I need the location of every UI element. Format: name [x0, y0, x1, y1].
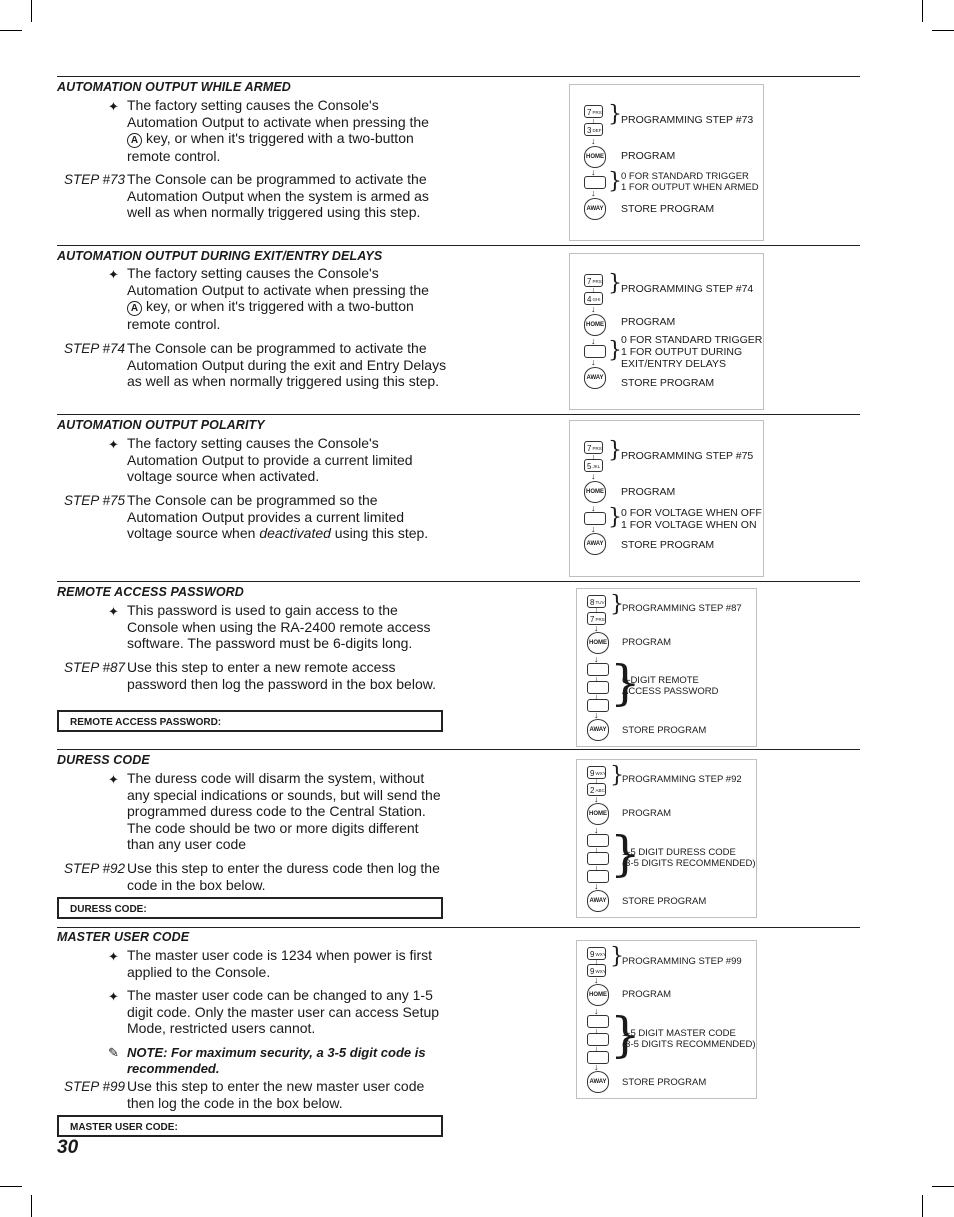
arrow-down-icon: ↓ [591, 471, 596, 481]
keypad-key: $7^{PRS}$ [584, 441, 603, 454]
bullet-text: The factory setting causes the Console's Automation Output to activate when pressing the A key, or when it's triggered with a two-button remote control. [127, 265, 429, 333]
arrow-down-icon: ↓ [594, 605, 599, 615]
panel-option-text: 0 FOR VOLTAGE WHEN OFF 1 FOR VOLTAGE WHEN ON [621, 507, 762, 531]
arrow-down-icon: ↓ [594, 975, 599, 985]
arrow-down-icon: ↓ [594, 957, 599, 967]
panel-program-text: PROGRAM [621, 316, 676, 328]
brace-icon: } [608, 505, 622, 530]
section-divider [57, 76, 860, 77]
panel-step-text: PROGRAMMING STEP #87 [622, 603, 742, 614]
arrow-down-icon: ↓ [594, 1044, 599, 1054]
home-key: HOME [587, 984, 609, 1006]
arrow-down-icon: ↓ [594, 825, 599, 835]
bullet-icon: ✦ [108, 989, 119, 1004]
bullet-icon: ✦ [108, 437, 119, 452]
arrow-down-icon: ↓ [594, 881, 599, 891]
arrow-down-icon: ↓ [591, 285, 596, 295]
home-key: HOME [584, 481, 606, 503]
panel-store-text: STORE PROGRAM [622, 896, 707, 907]
master-user-code-box[interactable]: MASTER USER CODE: [57, 1115, 443, 1137]
section-divider [57, 245, 860, 246]
home-key: HOME [587, 632, 609, 654]
panel-program-text: PROGRAM [622, 989, 672, 1000]
panel-digit-text: 1-5 DIGIT DURESS CODE (3-5 DIGITS RECOMMENDED) [622, 847, 756, 869]
crop-mark [932, 1186, 954, 1187]
section-divider [57, 927, 860, 928]
keypad-key: $7^{PRS}$ [584, 274, 603, 287]
arrow-down-icon: ↓ [594, 863, 599, 873]
brace-icon: } [610, 944, 624, 969]
programming-panel [576, 759, 757, 918]
keypad-key: $2^{ABC}$ [587, 783, 606, 796]
section-title: REMOTE ACCESS PASSWORD [57, 585, 244, 599]
panel-option-text: 0 FOR STANDARD TRIGGER 1 FOR OUTPUT WHEN ARMED [621, 171, 759, 193]
section-title: AUTOMATION OUTPUT DURING EXIT/ENTRY DELAYS [57, 249, 383, 263]
step-text: Use this step to enter the new master user code then log the code in the box below. [127, 1078, 425, 1111]
section-title: DURESS CODE [57, 753, 150, 767]
bullet-text: The factory setting causes the Console's Automation Output to provide a current limited voltage source when activated. [127, 435, 413, 485]
panel-store-text: STORE PROGRAM [621, 539, 715, 551]
bullet-text: The factory setting causes the Console's Automation Output to activate when pressing the A key, or when it's triggered with a two-button remote control. [127, 97, 429, 165]
keypad-key: $9^{WXY}$ [587, 964, 606, 977]
programming-panel [576, 588, 757, 747]
home-key: HOME [587, 803, 609, 825]
arrow-down-icon: ↓ [591, 452, 596, 462]
arrow-down-icon: ↓ [591, 524, 596, 534]
arrow-down-icon: ↓ [591, 167, 596, 177]
arrow-down-icon: ↓ [594, 674, 599, 684]
panel-step-text: PROGRAMMING STEP #74 [621, 283, 754, 295]
step-label: STEP #75 [64, 493, 126, 508]
panel-step-text: PROGRAMMING STEP #92 [622, 774, 742, 785]
away-key: AWAY [584, 198, 606, 220]
step-label: STEP #87 [64, 660, 126, 675]
brace-icon: } [608, 271, 622, 296]
step-text: Use this step to enter the duress code then log the code in the box below. [127, 860, 440, 893]
keypad-key: $7^{PRS}$ [587, 612, 606, 625]
away-key: AWAY [587, 1071, 609, 1093]
brace-icon: } [608, 438, 622, 463]
panel-option-text: 0 FOR STANDARD TRIGGER 1 FOR OUTPUT DURING EXIT/ENTRY DELAYS [621, 334, 763, 370]
arrow-down-icon: ↓ [594, 794, 599, 804]
keypad-key: $9^{WXY}$ [587, 766, 606, 779]
key-a-icon: A [127, 133, 142, 148]
crop-mark [0, 30, 22, 31]
home-key: HOME [584, 146, 606, 168]
arrow-down-icon: ↓ [591, 304, 596, 314]
brace-icon: } [610, 592, 624, 617]
brace-icon: } [610, 1007, 641, 1063]
arrow-down-icon: ↓ [594, 845, 599, 855]
programming-panel [576, 940, 757, 1099]
programming-panel [569, 84, 764, 241]
brace-icon: } [610, 826, 641, 882]
arrow-down-icon: ↓ [594, 1026, 599, 1036]
arrow-down-icon: ↓ [594, 623, 599, 633]
panel-store-text: STORE PROGRAM [622, 725, 707, 736]
crop-mark [922, 1195, 923, 1217]
bullet-icon: ✦ [108, 267, 119, 282]
panel-step-text: PROGRAMMING STEP #73 [621, 114, 754, 126]
arrow-down-icon: ↓ [591, 357, 596, 367]
step-text: Use this step to enter a new remote access password then log the password in the box below. [127, 659, 436, 692]
brace-icon: } [610, 655, 641, 711]
step-label: STEP #73 [64, 172, 126, 187]
keypad-key: $3^{DEF}$ [584, 123, 603, 136]
bullet-text: The master user code is 1234 when power is first applied to the Console. [127, 947, 433, 980]
arrow-down-icon: ↓ [591, 136, 596, 146]
duress-code-box[interactable]: DURESS CODE: [57, 897, 443, 919]
keypad-key: $9^{WXY}$ [587, 947, 606, 960]
panel-store-text: STORE PROGRAM [622, 1077, 707, 1088]
panel-step-text: PROGRAMMING STEP #99 [622, 956, 742, 967]
arrow-down-icon: ↓ [594, 692, 599, 702]
home-key: HOME [584, 314, 606, 336]
brace-icon: } [608, 102, 622, 127]
panel-step-text: PROGRAMMING STEP #75 [621, 450, 754, 462]
arrow-down-icon: ↓ [594, 1062, 599, 1072]
step-label: STEP #99 [64, 1079, 126, 1094]
key-a-icon: A [127, 301, 142, 316]
bullet-text: This password is used to gain access to the Console when using the RA-2400 remote access software. The password must be 6-digits long. [127, 602, 431, 652]
crop-mark [932, 30, 954, 31]
step-text: The Console can be programmed to activate the Automation Output during the exit and Entry Delays as well as when normally triggered using this step. [127, 340, 447, 390]
remote-access-password-box[interactable]: REMOTE ACCESS PASSWORD: [57, 710, 443, 732]
step-label: STEP #74 [64, 341, 126, 356]
bullet-icon: ✦ [108, 99, 119, 114]
section-title: AUTOMATION OUTPUT WHILE ARMED [57, 80, 291, 94]
section-divider [57, 414, 860, 415]
panel-program-text: PROGRAM [621, 150, 676, 162]
panel-program-text: PROGRAM [621, 486, 676, 498]
away-key: AWAY [587, 890, 609, 912]
bullet-icon: ✦ [108, 604, 119, 619]
panel-program-text: PROGRAM [622, 808, 672, 819]
arrow-down-icon: ↓ [594, 654, 599, 664]
panel-program-text: PROGRAM [622, 637, 672, 648]
programming-panel [569, 253, 764, 410]
section-title: AUTOMATION OUTPUT POLARITY [57, 418, 265, 432]
arrow-down-icon: ↓ [594, 710, 599, 720]
panel-store-text: STORE PROGRAM [621, 377, 715, 389]
bullet-icon: ✦ [108, 949, 119, 964]
panel-digit-text: 1-5 DIGIT MASTER CODE (3-5 DIGITS RECOMMENDED) [622, 1028, 756, 1050]
brace-icon: } [608, 169, 622, 194]
pencil-icon: ✎ [108, 1045, 119, 1060]
crop-mark [0, 1186, 22, 1187]
step-text: The Console can be programmed to activate the Automation Output when the system is armed as well as when normally triggered using this step. [127, 171, 429, 221]
programming-panel [569, 420, 764, 577]
keypad-key: $8^{TUV}$ [587, 595, 606, 608]
away-key: AWAY [584, 367, 606, 389]
section-divider [57, 749, 860, 750]
brace-icon: } [608, 338, 622, 363]
bullet-text: The master user code can be changed to any 1-5 digit code. Only the master user can access Setup Mode, restricted users cannot. [127, 987, 440, 1037]
keypad-key: $5^{JKL}$ [584, 459, 603, 472]
section-divider [57, 581, 860, 582]
section-title: MASTER USER CODE [57, 930, 190, 944]
arrow-down-icon: ↓ [591, 336, 596, 346]
arrow-down-icon: ↓ [594, 1006, 599, 1016]
away-key: AWAY [584, 533, 606, 555]
note-text: NOTE: For maximum security, a 3-5 digit code is recommended. [127, 1045, 426, 1076]
arrow-down-icon: ↓ [591, 188, 596, 198]
bullet-text: The duress code will disarm the system, without any special indications or sounds, but will send the programmed duress code to the Central Station. The code should be two or more digits different than any user code [127, 770, 441, 853]
page-number: 30 [57, 1137, 79, 1158]
keypad-key: $7^{PRS}$ [584, 105, 603, 118]
step-label: STEP #92 [64, 861, 126, 876]
panel-store-text: STORE PROGRAM [621, 203, 715, 215]
away-key: AWAY [587, 719, 609, 741]
panel-digit-text: 6-DIGIT REMOTE ACCESS PASSWORD [622, 675, 719, 697]
arrow-down-icon: ↓ [591, 116, 596, 126]
keypad-key: $4^{GHI}$ [584, 292, 603, 305]
crop-mark [31, 1195, 32, 1217]
step-text: The Console can be programmed so the Automation Output provides a current limited voltage source when deactivated using this step. [127, 492, 429, 542]
arrow-down-icon: ↓ [594, 776, 599, 786]
bullet-icon: ✦ [108, 772, 119, 787]
brace-icon: } [610, 763, 624, 788]
arrow-down-icon: ↓ [591, 503, 596, 513]
crop-mark [922, 0, 923, 22]
crop-mark [31, 0, 32, 22]
